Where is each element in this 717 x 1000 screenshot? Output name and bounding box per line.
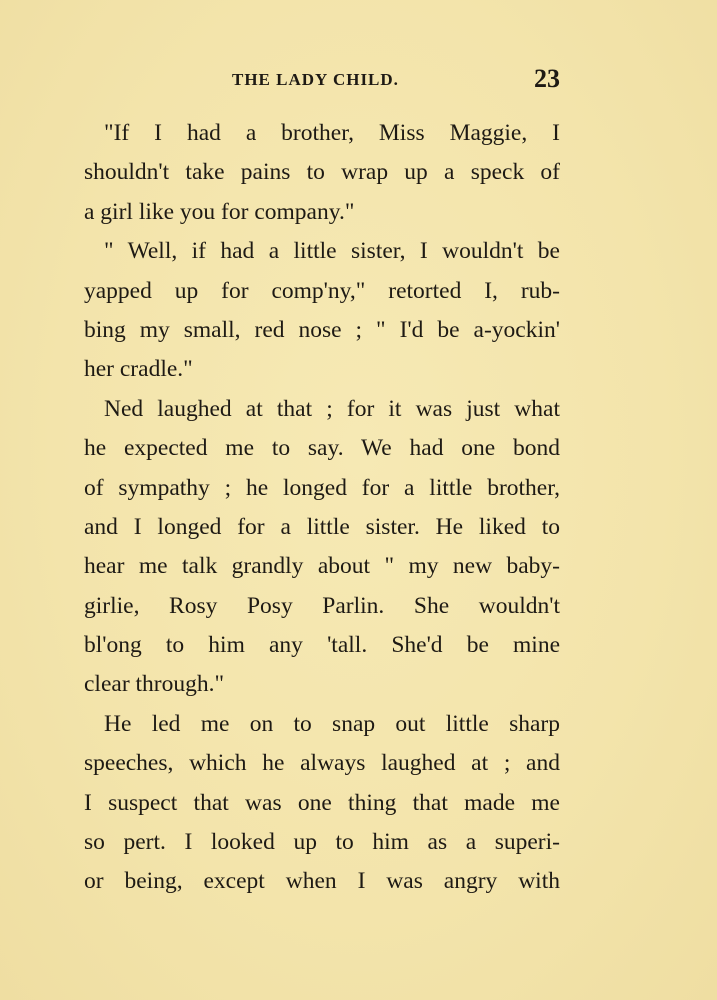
running-head xyxy=(84,66,560,96)
text-line: " Well, if had a little sister, I wouldn't be xyxy=(104,238,560,265)
text-line: bing my small, red nose ; " I'd be a-yockin' xyxy=(84,316,560,343)
text-line: of sympathy ; he longed for a little brother, xyxy=(84,474,560,501)
body-text xyxy=(84,114,560,902)
text-line: he expected me to say. We had one bond xyxy=(84,435,560,462)
text-line: hear me talk grandly about " my new baby- xyxy=(84,553,560,580)
text-line: shouldn't take pains to wrap up a speck of xyxy=(84,159,560,186)
text-line: her cradle." xyxy=(84,356,193,383)
text-line: girlie, Rosy Posy Parlin. She wouldn't xyxy=(84,592,560,619)
page-number: 23 xyxy=(534,64,560,93)
text-line: I suspect that was one thing that made me xyxy=(84,789,560,816)
text-line: speeches, which he always laughed at ; and xyxy=(84,750,560,777)
text-line: clear through." xyxy=(84,671,225,698)
text-line: or being, except when I was angry with xyxy=(84,868,560,895)
text-line: and I longed for a little sister. He liked to xyxy=(84,513,560,540)
running-title: THE LADY CHILD. xyxy=(232,70,399,89)
text-line: Ned laughed at that ; for it was just what xyxy=(104,395,560,422)
text-line: a girl like you for company." xyxy=(84,198,355,225)
text-line: so pert. I looked up to him as a superi- xyxy=(84,829,560,856)
text-line: yapped up for comp'ny," retorted I, rub- xyxy=(84,277,560,304)
text-line: bl'ong to him any 'tall. She'd be mine xyxy=(84,632,560,659)
text-line: "If I had a brother, Miss Maggie, I xyxy=(104,120,560,146)
text-line: He led me on to snap out little sharp xyxy=(104,710,560,737)
